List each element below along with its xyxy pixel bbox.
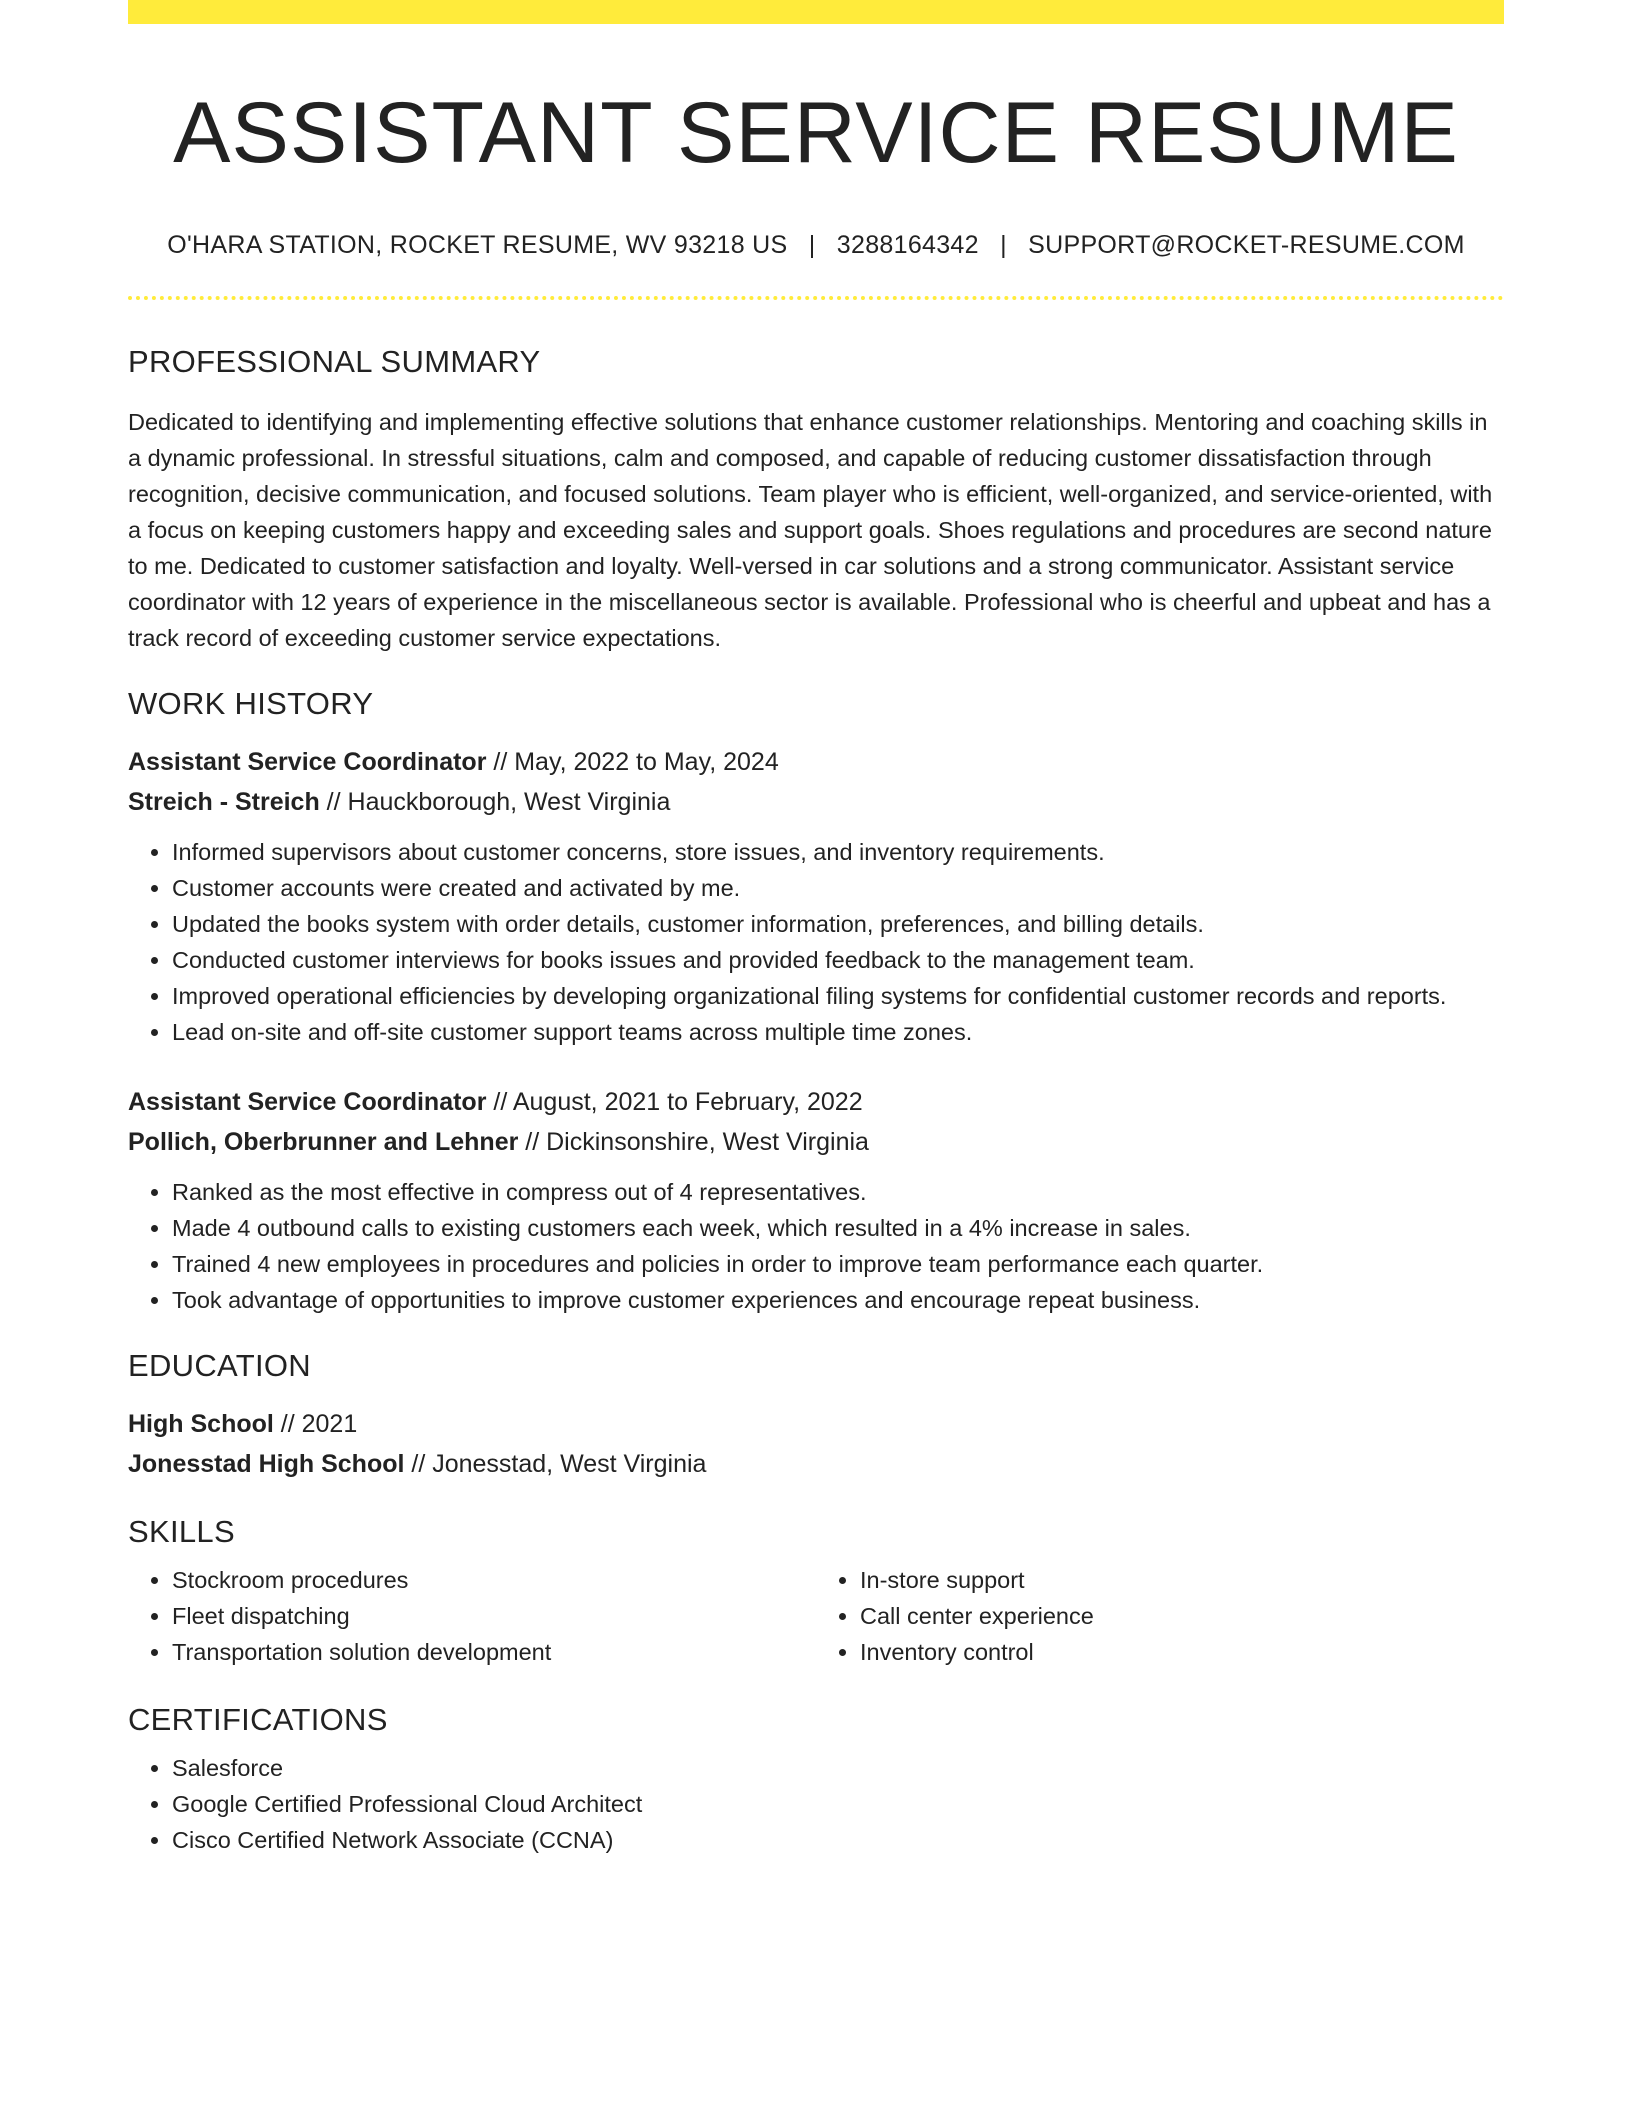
- job-bullets: [128, 1174, 1504, 1318]
- certifications-heading: CERTIFICATIONS: [128, 1701, 388, 1737]
- list-item: • Lead on-site and off-site customer support teams across multiple time zones.: [172, 1014, 1504, 1050]
- contact-separator: |: [808, 230, 816, 259]
- resume-title: ASSISTANT SERVICE RESUME: [173, 85, 1459, 181]
- job-company: Streich - Streich: [128, 787, 320, 816]
- job-bullets: [128, 834, 1504, 1050]
- education-location: // Jonesstad, West Virginia: [404, 1449, 707, 1478]
- job-title-line: [128, 1082, 1504, 1122]
- contact-email: SUPPORT@ROCKET-RESUME.COM: [1028, 230, 1465, 259]
- list-item: • Trained 4 new employees in procedures and policies in order to improve team performance each quarter.: [172, 1246, 1504, 1282]
- list-item: • In-store support: [860, 1562, 1504, 1598]
- certifications-list: [128, 1750, 1504, 1858]
- education-degree-line: [128, 1404, 1504, 1444]
- job-title-line: [128, 742, 1504, 782]
- list-item: • Cisco Certified Network Associate (CCNA): [172, 1822, 1504, 1858]
- job-title: Assistant Service Coordinator: [128, 1087, 487, 1116]
- resume-page: [128, 0, 1504, 1858]
- list-item: • Took advantage of opportunities to improve customer experiences and encourage repeat business.: [172, 1282, 1504, 1318]
- accent-top-bar: [128, 0, 1504, 24]
- job-company-line: [128, 782, 1504, 822]
- job-company-line: [128, 1122, 1504, 1162]
- list-item: • Made 4 outbound calls to existing customers each week, which resulted in a 4% increase in sales.: [172, 1210, 1504, 1246]
- job-entry: [128, 742, 1504, 1050]
- education-degree: High School: [128, 1409, 274, 1438]
- job-location: // Hauckborough, West Virginia: [319, 787, 671, 816]
- contact-address: O'HARA STATION, ROCKET RESUME, WV 93218 US: [167, 230, 788, 259]
- summary-heading: PROFESSIONAL SUMMARY: [128, 343, 541, 379]
- list-item: • Inventory control: [860, 1634, 1504, 1670]
- job-title: Assistant Service Coordinator: [128, 747, 487, 776]
- skills-grid: [128, 1562, 1504, 1670]
- education-heading: EDUCATION: [128, 1347, 311, 1383]
- list-item: • Google Certified Professional Cloud Architect: [172, 1786, 1504, 1822]
- contact-separator: |: [1000, 230, 1007, 259]
- list-item: • Updated the books system with order details, customer information, preferences, and billing details.: [172, 906, 1504, 942]
- education-school-line: [128, 1444, 1504, 1484]
- job-company: Pollich, Oberbrunner and Lehner: [128, 1127, 519, 1156]
- skills-heading: SKILLS: [128, 1513, 235, 1549]
- work-history-heading: WORK HISTORY: [128, 685, 374, 721]
- list-item: • Call center experience: [860, 1598, 1504, 1634]
- education-school: Jonesstad High School: [128, 1449, 405, 1478]
- job-location: // Dickinsonshire, West Virginia: [518, 1127, 869, 1156]
- list-item: • Informed supervisors about customer concerns, store issues, and inventory requirements.: [172, 834, 1504, 870]
- skills-column-right: [816, 1562, 1504, 1670]
- skills-column-left: [128, 1562, 816, 1670]
- list-item: • Improved operational efficiencies by developing organizational filing systems for confidential customer records and reports.: [172, 978, 1504, 1014]
- education-year: // 2021: [273, 1409, 358, 1438]
- list-item: • Transportation solution development: [172, 1634, 816, 1670]
- list-item: • Stockroom procedures: [172, 1562, 816, 1598]
- list-item: • Customer accounts were created and activated by me.: [172, 870, 1504, 906]
- list-item: • Conducted customer interviews for books issues and provided feedback to the management team.: [172, 942, 1504, 978]
- job-entry: [128, 1082, 1504, 1318]
- list-item: • Fleet dispatching: [172, 1598, 816, 1634]
- summary-text: Dedicated to identifying and implementing effective solutions that enhance customer relationships. Mentoring and coaching skills in a dynamic professional. In stressful situations, calm and composed, and capable of reducing customer dissatisfaction through recognition, decisive communication, and focused solutions. Team player who is efficient, well-organized, and service-oriented, with a focus on keeping customers happy and exceeding sales and support goals. Shoes regulations and procedures are second nature to me. Dedicated to customer satisfaction and loyalty. Well-versed in car solutions and a strong communicator. Assistant service coordinator with 12 years of experience in the miscellaneous sector is available. Professional who is cheerful and upbeat and has a track record of exceeding customer service expectations.: [128, 408, 1493, 651]
- contact-phone: 3288164342: [836, 230, 979, 259]
- job-dates: // May, 2022 to May, 2024: [486, 747, 779, 776]
- list-item: • Salesforce: [172, 1750, 1504, 1786]
- contact-line: [128, 231, 1504, 260]
- dotted-divider: [128, 296, 1504, 300]
- list-item: • Ranked as the most effective in compress out of 4 representatives.: [172, 1174, 1504, 1210]
- job-dates: // August, 2021 to February, 2022: [486, 1087, 863, 1116]
